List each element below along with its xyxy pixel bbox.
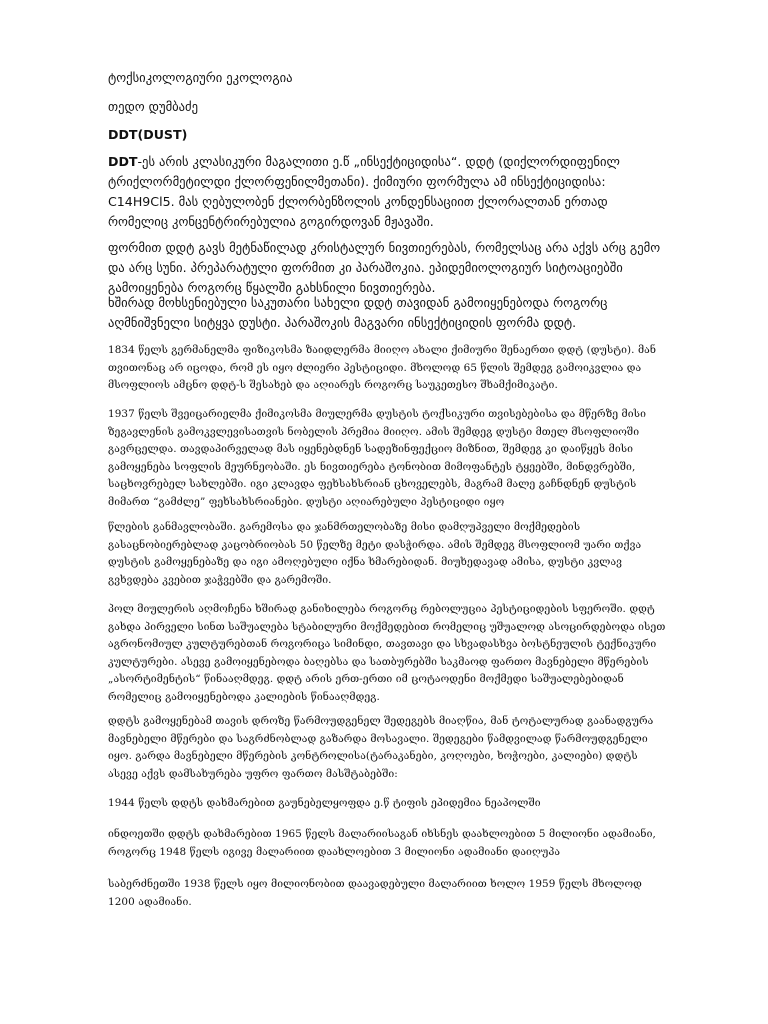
intro-paragraph-3: ხშირად მოხსენიებული საკუთარი სახელი დდტ თავიდან გამოიყენებოდა როგორც აღმნიშვნელი სიტყვა დუსტი. პარაშოკის მაგვარი ინსექტიციდის ფორმა დდტ.	[108, 295, 608, 330]
body-paragraph-years: წლების განმავლობაში. გარემოსა და ჯანმრთელობაზე მისი დამღუპველი მოქმედების გასაცნობიერებლად კაცობრიობას 50 წელზე მეტი დასჭირდა. ამის შემდეგ მსოფლიომ უარი თქვა დუსტის გამოყენებაზე და იგი ამოღებული იქნა ხმარებიდან. მიუხედავად ამისა, დუსტი კვლავ გვხვდება კვებით ჯაჭვებში და გარემოში.	[108, 521, 642, 586]
intro-paragraph-1	[108, 152, 668, 232]
author-name: თედო დუმბაძე	[108, 99, 199, 114]
intro-paragraph-2: ფორმით დდტ გავს მეტნაწილად კრისტალურ ნივთიერებას, რომელსაც არა აქვს არც გემო და არც სუნი. პრეპარატული ფორმით კი პარაშოკია. ეპიდემიოლოგიურ სიტოაციებში გამოიყენება როგორც წყალში გახსნილი ნივთიერება.	[108, 240, 661, 295]
body-paragraph-1944: 1944 წელს დდტს დახმარებით გაუნებელყოფდა ე.წ ტიფის ეპიდემია ნეაპოლში	[108, 797, 541, 809]
body-paragraph-greece: საბერძნეთში 1938 წელს იყო მილიონობით დაავადებული მალარიით ხოლო 1959 წელს მხოლოდ 1200 ადამიანი.	[108, 878, 642, 908]
ddt-label: DDT	[108, 154, 138, 169]
body-paragraph-1834: 1834 წელს გერმანელმა ფიზიკოსმა ზაიდლერმა მიიღო ახალი ქიმიური შენაერთი დდტ (დუსტი). მან თვითონაც არ იცოდა, რომ ეს იყო ძლიერი პესტიციდი. მხოლოდ 65 წლის შემდეგ გამოიკვლია და მსოფლიოს ამცნო დდტ-ს შესახებ და აღიარეს როგორც საუკეთესო შხამქიმიკატი.	[108, 344, 657, 392]
section-heading: DDT(DUST)	[108, 127, 188, 142]
body-paragraph-india: ინდოეთში დდტს დახმარებით 1965 წელს მალარიისაგან იხსნეს დაახლოებით 5 მილიონი ადამიანი, როგორც 1948 წელს იგივე მალარიით დაახლოებით 3 მილიონი ადამიანი დაიღუპა	[108, 828, 656, 858]
intro-paragraph-1-text: -ეს არის კლასიკური მაგალითი ე.წ „ინსექტიციდისა“. დდტ (დიქლორდიფენილ ტრიქლორმეტილდი ქლორფენილმეთანი). ქიმიური ფორმულა ამ ინსექტიციდისა: C14H9Cl5. მას ღებულობენ ქლორბენზოლის კონდენსაციით ქლორალთან ერთად რომელიც კონცენტრირებულია გოგირდოვან მჟავაში.	[108, 154, 620, 229]
body-paragraph-muller: პოლ მიულერის აღმოჩენა ხშირად განიხილება როგორც რებოლუცია პესტიციდების სფეროში. დდტ გახდა პირველი სინთ საშუალება სტაბილური მოქმედებით რომელიც უშუალოდ ასოცირდებოდა ისეთ აგრონომიულ კულტურებთან როგორიცა სიმინდი, თავთავი და სხვადასხვა ბოსტნეულის ტექნიკური კულტურები. ასევე გამოიყენებოდა ბაღებსა და სათბურებში საკმაოდ ფართო მავნებელი მწერების „ასორტიმენტის“ წინააღმდეგ. დდტ არის ერთ-ერთი იმ ცოტაოდენი მოქმედი საშუალებებიდან რომელიც გამოიყენებოდა კალიების წინააღმდეგ.	[108, 603, 666, 703]
document-title: ტოქსიკოლოგიური ეკოლოგია	[108, 70, 293, 85]
body-paragraph-1937: 1937 წელს შვეიცარიელმა ქიმიკოსმა მიულერმა დუსტის ტოქსიკური თვისებებისა და მწერზე მისი ზეგავლენის გამოკვლევისათვის ნობელის პრემია მიიღო. ამის შემდეგ დუსტი მთელ მსოფლიოში გავრცელდა. თავდაპირველად მას იყენებდნენ სადეზინფექციო მიზნით, შემდეგ კი დაიწყეს მისი გამოყენება სოფლის მეურნეობაში. ეს ნივთიერება ტონობით მიმოფანტეს ტყეებში, მინდვრებში, საცხოვრებელ სახლებში. იგი კლავდა ფეხსახსრიან ცხოველებს, მაგრამ მალე გაჩნდნენ დუსტის მიმართ “გამძლე” ფეხსახსრიანები. დუსტი აღიარებული პესტიციდი იყო	[108, 408, 646, 508]
body-paragraph-results: დდტს გამოყენებამ თავის დროზე წარმოუდგენელ შედეგებს მიაღწია, მან ტოტალურად გაანადგურა მავნებელი მწერები და საგრძნობლად გაზარდა მოსავალი. შედეგები წამდვილად წარმოუდგენელი იყო. გარდა მავნებელი მწერების კონტროლისა(ტარაკანები, კოღოები, ხოჭოები, კალიები) დდტს ასევე აქვს დამსახურება უფრო ფართო მასშტაბებში:	[108, 715, 654, 780]
